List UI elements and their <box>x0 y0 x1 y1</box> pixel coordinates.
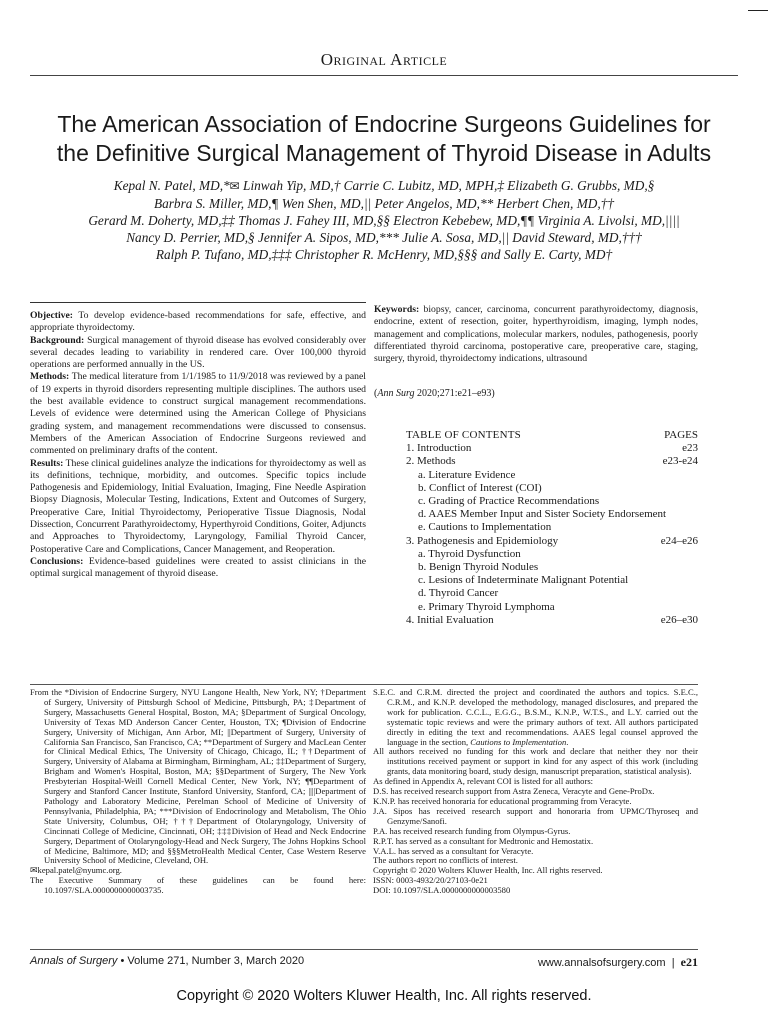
footnotes-left <box>30 688 366 896</box>
coi-item: R.P.T. has served as a consultant for Medtronic and Hemostatix. <box>373 835 594 846</box>
footer-separator: | <box>671 957 675 969</box>
toc-row-label: a. Thyroid Dysfunction <box>418 547 521 560</box>
affiliations-footnote: From the *Division of Endocrine Surgery, NYU Langone Health, New York, NY; †Department of Surgery, University of Pittsburgh School of Medicine, Pittsburgh, PA; ‡Department of Surgery, Massachusetts General Hospital, Boston, MA; §Department of Surgical Oncology, University of Texas MD Anderson Cancer Center, Houston, TX; ¶Division of Endocrine Surgery, University of Michigan, Ann Arbor, MI; ||Department of Surgery, University of California San Francisco, San Francisco, CA; **Department of Surgery and MacLean Center for Clinical Medical Ethics, The University of Chicago, Chicago, IL; ††Department of Surgery, University of Alabama at Birmingham, Birmingham, AL; ‡‡Department of Surgery, Brigham and Women's Hospital, Boston, MA; §§Department of Surgery, The New York Presbyterian Hospital-Weill Cornell Medical Center, New York, NY; ¶¶Department of Surgery and Stanford Cancer Institute, Stanford University, Stanford, CA; ||||Department of Pathology and Laboratory Medicine, Perelman School of Medicine of University of Pennsylvania, Philadelphia, PA; ***Division of Endocrinology and Metabolism, The Ohio State University, Columbus, OH; †††Department of Otolaryngology, University of Cincinnati College of Medicine, Cincinnati, OH; ‡‡‡Division of Head and Neck Endocrine Surgery, Department of Otolaryngology-Head and Neck Surgery, The Johns Hopkins School of Medicine, Baltimore, MD; and §§§MetroHealth Medical Center, Case Western Reserve University School of Medicine, Cleveland, OH. <box>30 687 366 866</box>
coi-item: K.N.P. has received honoraria for educational programming from Veracyte. <box>373 795 632 806</box>
toc-row-label: 2. Methods <box>406 455 456 468</box>
executive-summary-note: The Executive Summary of these guidelines can be found here: 10.1097/SLA.0000000000003735. <box>30 875 366 896</box>
author-line-4: Nancy D. Perrier, MD,§ Jennifer A. Sipos, MD,*** Julie A. Sosa, MD,|| David Steward, MD,††† <box>126 230 642 245</box>
coi-item: Copyright © 2020 Wolters Kluwer Health, Inc. All rights reserved. <box>373 865 603 876</box>
toc-row-label: c. Lesions of Indeterminate Malignant Potential <box>418 574 629 587</box>
article-type-heading: Original Article <box>320 50 448 69</box>
toc-row-pages: e24–e26 <box>660 534 698 547</box>
contributions-note: S.E.C. and C.R.M. directed the project and coordinated the authors and topics. S.E.C., C.R.M., and K.N.P. developed the methodology, managed disclosures, and prepared the work for publication. C.C.L., E.G.G., B.S.M., K.N.P., W.T.S., and L.Y. carried out the systematic topic reviews and were the primary authors of text. All authors participated directly in editing the text and recommendations. AAES legal counsel approved the language in the section, Cautions to Implementation. <box>373 687 698 747</box>
footer-page-info <box>538 955 698 970</box>
abstract-objective: Objective: To develop evidence-based recommendations for safe, effective, and appropriate thyroidectomy. <box>30 310 366 334</box>
coi-list <box>373 787 698 896</box>
toc-row-label: e. Primary Thyroid Lymphoma <box>418 600 555 613</box>
toc-row[interactable] <box>406 561 698 574</box>
citation-rest: 2020;271:e21–e93) <box>414 388 495 399</box>
toc-row-pages: e23 <box>682 442 698 455</box>
coi-item: D.S. has received research support from Astra Zeneca, Veracyte and Gene-ProDx. <box>373 786 655 797</box>
toc-row-label: d. Thyroid Cancer <box>418 587 499 600</box>
toc-row[interactable] <box>406 587 698 600</box>
envelope-icon: ✉ <box>30 865 38 876</box>
toc-header <box>406 429 698 442</box>
coi-item: J.A. Sipos has received research support and honoraria from UPMC/Thyroseq and Genzyme/Sanofi. <box>373 805 698 826</box>
footer-rule <box>30 949 698 950</box>
article-type-rule <box>30 75 738 76</box>
keywords-text: biopsy, cancer, carcinoma, concurrent parathyroidectomy, diagnosis, endocrine, extent of resection, goiter, hyperthyroidism, imaging, lymph nodes, management and complications, molecular markers, nodules, pathogenesis, poorly differentiated thyroid carcinoma, postoperative care, preoperative care, staging, surgery, thyroid, thyroidectomy indications, ultrasound <box>374 304 698 365</box>
footnote-rule <box>30 684 698 685</box>
keywords <box>374 304 698 365</box>
toc-row[interactable] <box>406 521 698 534</box>
footer-journal-info <box>30 955 304 967</box>
copyright-banner: Copyright © 2020 Wolters Kluwer Health, Inc. All rights reserved. <box>176 988 592 1004</box>
author-line-2: Barbra S. Miller, MD,¶ Wen Shen, MD,|| Peter Angelos, MD,** Herbert Chen, MD,†† <box>153 196 615 211</box>
citation: (Ann Surg 2020;271:e21–e93) <box>374 388 495 399</box>
coi-item: V.A.L. has served as a consultant for Veracyte. <box>373 845 534 856</box>
toc-title: TABLE OF CONTENTS <box>406 429 521 441</box>
toc-row[interactable] <box>406 574 698 587</box>
author-line-5: Ralph P. Tufano, MD,‡‡‡ Christopher R. McHenry, MD,§§§ and Sally E. Carty, MD† <box>155 247 613 262</box>
author-line-3: Gerard M. Doherty, MD,‡‡ Thomas J. Fahey III, MD,§§ Electron Kebebew, MD,¶¶ Virginia A. Livolsi, MD,|||| <box>88 213 680 228</box>
citation-journal: Ann Surg <box>377 388 415 399</box>
page-number: e21 <box>680 955 698 969</box>
author-list <box>20 177 748 263</box>
toc-row-label: 4. Initial Evaluation <box>406 613 494 626</box>
footer-url[interactable]: www.annalsofsurgery.com <box>537 957 666 969</box>
funding-note: All authors received no funding for this work and declare that neither they nor their institutions received payment or support in kind for any aspect of this work (including grants, data monitoring board, study design, manuscript preparation, statistical analysis). <box>373 746 698 777</box>
toc-row-label: e. Cautions to Implementation <box>418 521 552 534</box>
toc-row[interactable] <box>406 614 698 627</box>
footnotes-right <box>373 688 698 896</box>
author-line-1: Kepal N. Patel, MD,*✉ Linwah Yip, MD,† Carrie C. Lubitz, MD, MPH,‡ Elizabeth G. Grubbs, MD,§ <box>113 178 655 193</box>
toc-row-label: d. AAES Member Input and Sister Society Endorsement <box>418 508 667 521</box>
table-of-contents <box>406 429 698 627</box>
email-link[interactable]: kepal.patel@nyumc.org. <box>37 865 122 876</box>
toc-row[interactable] <box>406 548 698 561</box>
paper-title <box>20 110 748 168</box>
corner-crop-mark <box>748 10 768 11</box>
coi-item: P.A. has received research funding from Olympus-Gyrus. <box>373 825 571 836</box>
toc-row-label: b. Conflict of Interest (COI) <box>418 481 542 494</box>
toc-row[interactable] <box>406 482 698 495</box>
abstract <box>30 302 366 623</box>
toc-row-pages: e26–e30 <box>660 613 698 626</box>
title-line-2: the Definitive Surgical Management of Thyroid Disease in Adults <box>56 140 712 166</box>
title-line-1: The American Association of Endocrine Surgeons Guidelines for <box>57 111 711 137</box>
toc-row[interactable] <box>406 442 698 455</box>
toc-row[interactable] <box>406 455 698 468</box>
abstract-conclusions: Conclusions: Evidence-based guidelines were created to assist clinicians in the optimal surgical management of thyroid disease. <box>30 555 366 580</box>
coi-intro: As defined in Appendix A, relevant COI is listed for all authors: <box>373 776 594 787</box>
toc-pages-label: PAGES <box>664 429 698 441</box>
toc-row[interactable] <box>406 508 698 521</box>
toc-rows <box>406 442 698 627</box>
keywords-label: Keywords: <box>374 304 420 315</box>
toc-row[interactable] <box>406 535 698 548</box>
toc-row-label: c. Grading of Practice Recommendations <box>418 495 600 508</box>
toc-row-label: a. Literature Evidence <box>418 468 516 481</box>
toc-row[interactable] <box>406 601 698 614</box>
coi-item: ISSN: 0003-4932/20/27103-0e21 <box>373 875 488 886</box>
abstract-results: Results: These clinical guidelines analyze the indications for thyroidectomy as well as its definitions, technique, morbidity, and outcomes. Specific topics include Pathogenesis and Epidemiology, Initial Evaluation, Imaging, Fine Needle Aspiration Biopsy Diagnosis, Molecular Testing, Indications, Extent and Outcomes of Surgery, Preoperative Care, Initial Thyroidectomy, Perioperative Tissue Diagnosis, Nodal Dissection, Concurrent Parathyroidectomy, Hyperthyroid Conditions, Goiter, Adjuncts and Approaches to Thyroidectomy, Laryngology, Familial Thyroid Cancer, Postoperative Care and Complications, Cancer Management, and Reoperation. <box>30 457 366 555</box>
toc-row-label: b. Benign Thyroid Nodules <box>418 561 539 574</box>
abstract-background: Background: Surgical management of thyroid disease has evolved considerably over several decades leading to variability in rendered care. Over 100,000 thyroid operations are performed annually in the US. <box>30 334 366 371</box>
abstract-methods: Methods: The medical literature from 1/1/1985 to 11/9/2018 was reviewed by a panel of 19 experts in thyroid disorders representing multiple disciplines. The authors used the best available evidence to construct surgical management recommendations. Levels of evidence were determined using the American College of Physicians grading system, and management recommendations were discussed to consensus. Members of the American Association of Endocrine Surgeons reviewed and commented on preliminary drafts of the content. <box>30 371 366 457</box>
toc-row-pages: e23-e24 <box>662 455 698 468</box>
toc-row-label: 1. Introduction <box>406 442 472 455</box>
footer-journal: Annals of Surgery <box>30 955 118 967</box>
footer-issue: • Volume 271, Number 3, March 2020 <box>117 955 305 967</box>
coi-item: The authors report no conflicts of interest. <box>373 855 518 866</box>
toc-row[interactable] <box>406 495 698 508</box>
envelope-icon: ✉ <box>229 179 240 193</box>
coi-item: DOI: 10.1097/SLA.0000000000003580 <box>373 885 511 896</box>
toc-row-label: 3. Pathogenesis and Epidemiology <box>406 534 559 547</box>
toc-row[interactable] <box>406 469 698 482</box>
